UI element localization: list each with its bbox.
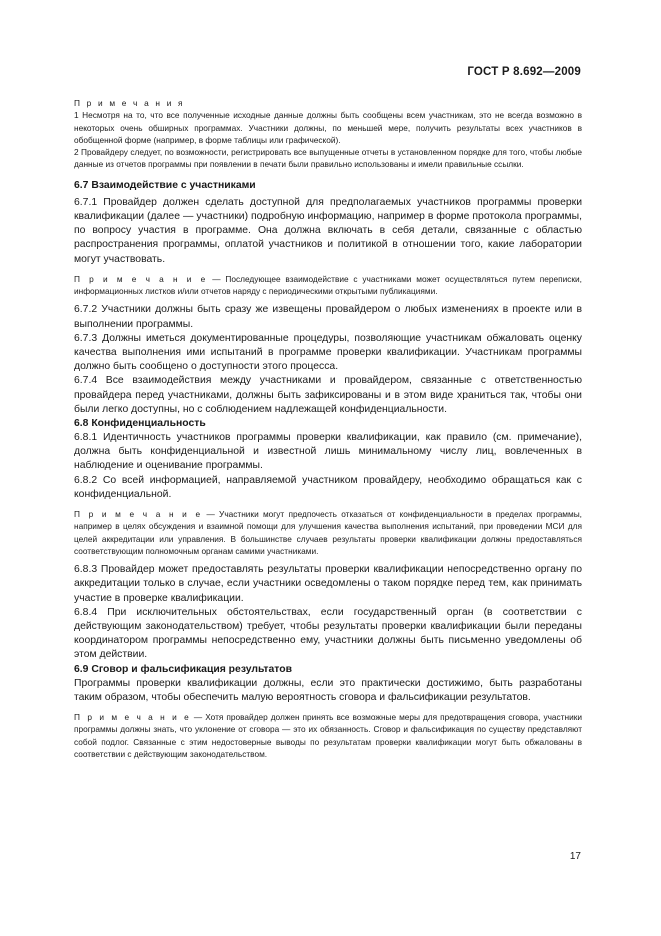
note-6-7-1-label: П р и м е ч а н и е [74, 273, 208, 284]
note-6-8-2 [74, 508, 582, 557]
paragraph-6-8-1: 6.8.1 Идентичность участников программы проверки квалификации, как правило (см. примечание), должна быть конфиденциальной и известной лишь минимальному числу лиц, вовлеченных в наблюдение и оценивание программы. [74, 432, 582, 472]
notes-top-block [74, 97, 582, 171]
note-6-9-text: — Хотя провайдер должен принять все возможные меры для предотвращения сговора, участники программы должны знать, что уклонение от сговора — это их обязанность. Сговор и фальсификация по существу представляют собой подлог. Связанные с этим недостоверные выводы по результатам проверки квалификации могут быть обжалованы в соответствии с действующим законодательством. [74, 712, 582, 759]
paragraph-6-8-2: 6.8.2 Со всей информацией, направляемой участником провайдеру, необходимо обращаться как с конфиденциальной. [74, 474, 582, 500]
document-header: ГОСТ Р 8.692—2009 [467, 66, 581, 78]
paragraph-6-7-4: 6.7.4 Все взаимодействия между участниками и провайдером, связанные с ответственностью провайдера перед участниками, должны быть зафиксированы и в этом виде храниться так, чтобы они были легко доступны, но с соблюдением надлежащей конфиденциальности. [74, 375, 582, 415]
section-6-9-title: 6.9 Сговор и фальсификация результатов [74, 663, 292, 675]
page-number: 17 [569, 851, 581, 862]
note-6-7-1 [74, 273, 582, 298]
note-6-8-2-text: — Участники могут предпочесть отказаться от конфиденциальности в пределах программы, например в целях обсуждения и взаимной помощи для улучшения качества выполнения испытаний, при проведении МСИ для целей аккредитации или управления. В большинстве случаев результаты проверки квалификации должны предоставляться соответствующим полномочным органам самими участниками. [74, 509, 582, 556]
note-item-1: 1 Несмотря на то, что все полученные исходные данные должны быть сообщены всем участникам, это не всегда возможно в некоторых очень обширных программах. Участники должны, по меньшей мере, получить результаты всех участников в обобщенной форме (например, в форме таблицы или графической). [74, 110, 582, 145]
paragraph-6-8-3: 6.8.3 Провайдер может предоставлять результаты проверки квалификации непосредственно органу по аккредитации только в случае, если участники осведомлены о таком порядке перед тем, как принимать участие в проверке квалификации. [74, 564, 582, 604]
document-body [74, 97, 582, 760]
note-6-9-label: П р и м е ч а н и е [74, 712, 191, 723]
paragraph-6-7-3: 6.7.3 Должны иметься документированные процедуры, позволяющие участникам обжаловать оценку качества выполнения ими испытаний в программе проверки квалификации. Участникам программы должно быть сообщено о доступности этого процесса. [74, 332, 582, 373]
note-6-8-2-label: П р и м е ч а н и е [74, 509, 203, 520]
section-6-7-title: 6.7 Взаимодействие с участниками [74, 179, 256, 191]
note-item-2: 2 Провайдеру следует, по возможности, регистрировать все выпущенные отчеты в установленном порядке для того, чтобы любые данные из отчетов программы при появлении в печати были правильно использованы и имели правильные ссылки. [74, 147, 582, 170]
note-6-7-1-text: — Последующее взаимодействие с участниками может осуществляться путем переписки, информационных листков и/или отчетов наряду с периодическими открытыми публикациями. [74, 273, 582, 297]
paragraph-6-7-2: 6.7.2 Участники должны быть сразу же извещены провайдером о любых изменениях в проекте или в выполнении программы. [74, 304, 582, 330]
paragraph-6-8-4: 6.8.4 При исключительных обстоятельствах, если государственный орган (в соответствии с действующим законодательством) требует, чтобы результаты проверки квалификации были переданы координатором программы непосредственно ему, участники должны быть письменно уведомлены об этом действии. [74, 606, 582, 661]
paragraph-6-7-1: 6.7.1 Провайдер должен сделать доступной для предполагаемых участников программы проверки квалификации (далее — участники) подробную информацию, например в форме протокола программы, по вопросу участия в программе. Она должна включать в себя детали, связанные с областью распространения программы, оплатой участников и политикой в отношении того, какие лаборатории могут участвовать. [74, 196, 582, 265]
paragraph-6-9: Программы проверки квалификации должны, если это практически достижимо, быть разработаны таким образом, чтобы обеспечить малую вероятность сговора и фальсификации результатов. [74, 677, 582, 703]
section-6-8-title: 6.8 Конфиденциальность [74, 418, 206, 430]
note-6-9 [74, 711, 582, 760]
notes-top-label: П р и м е ч а н и я [74, 98, 185, 108]
